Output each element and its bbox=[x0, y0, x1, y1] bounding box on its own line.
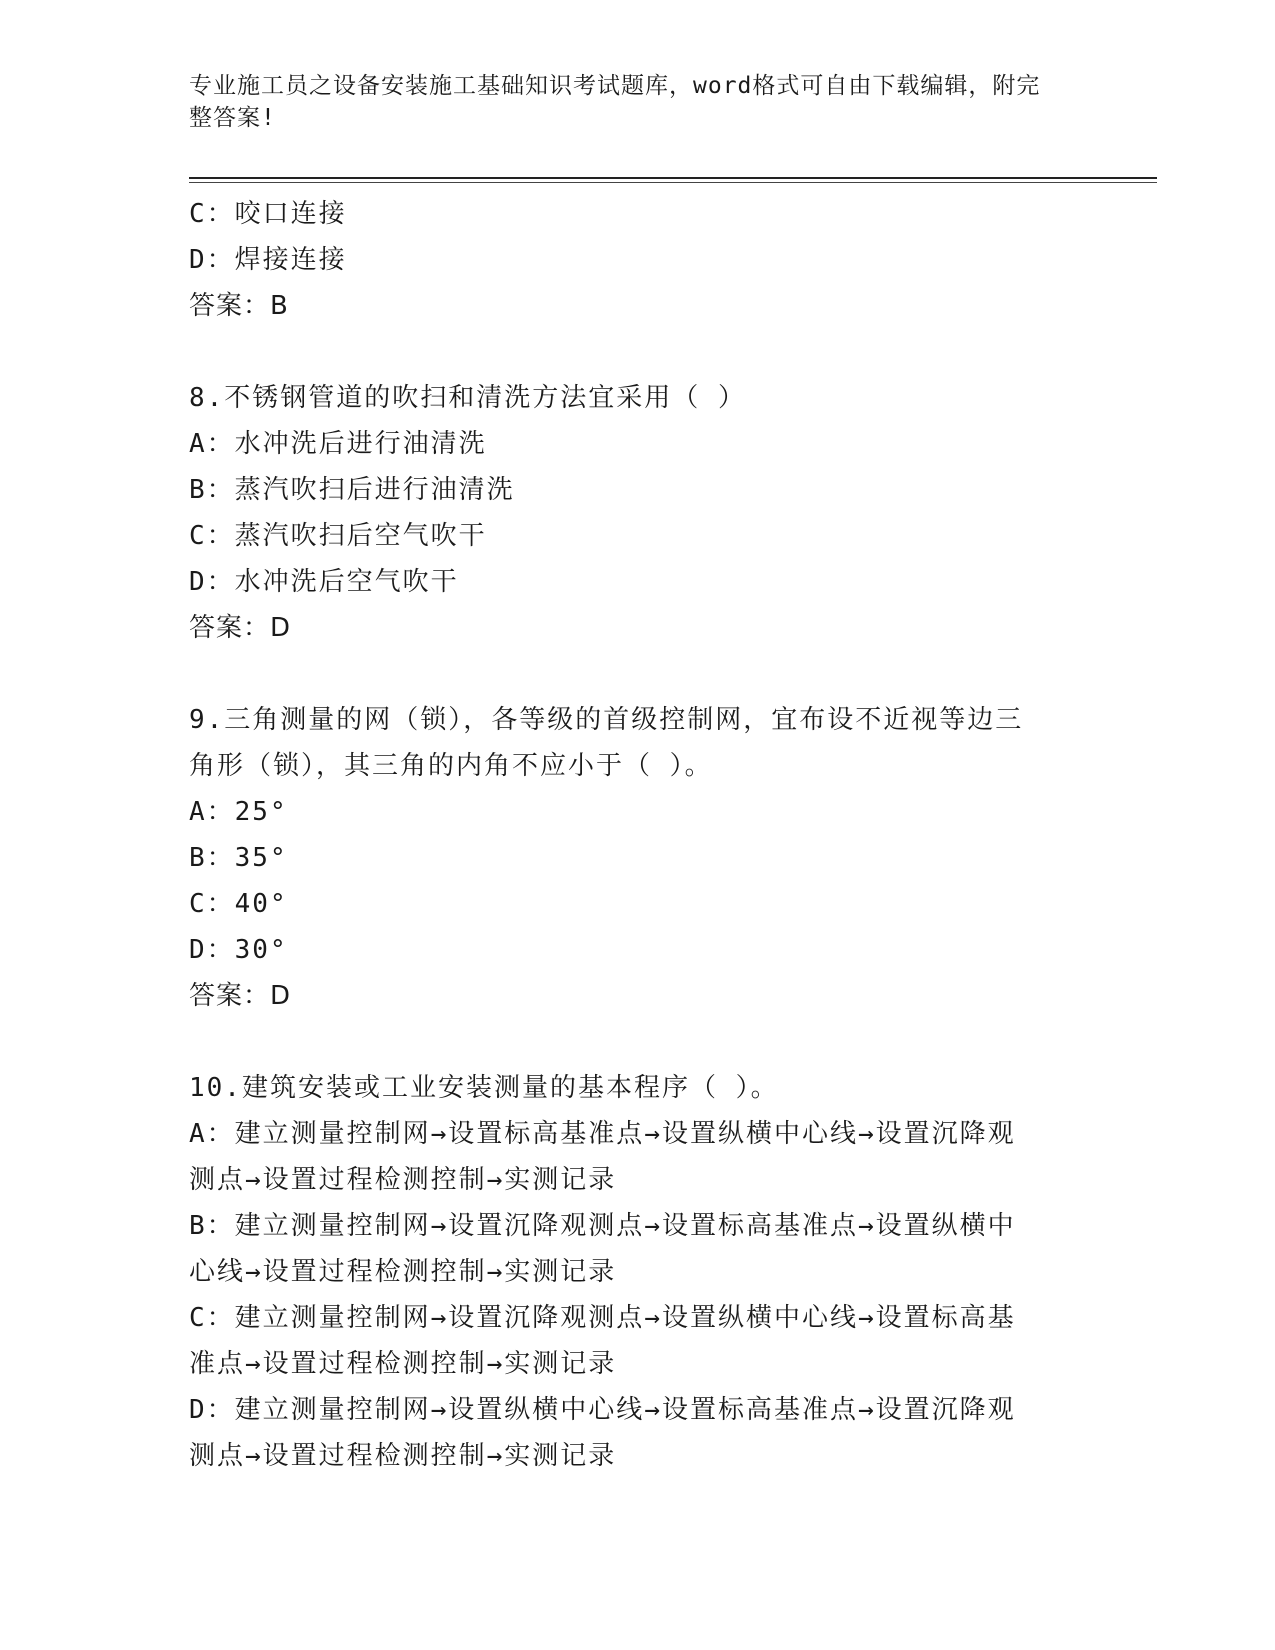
header-rule-thick bbox=[189, 177, 1157, 179]
option-b-line-1: B：建立测量控制网→设置沉降观测点→设置标高基准点→设置纵横中 bbox=[189, 1211, 1016, 1241]
document-body bbox=[189, 191, 1089, 1479]
option-c: C：咬口连接 bbox=[189, 199, 347, 229]
option-a-line-2: 测点→设置过程检测控制→实测记录 bbox=[189, 1165, 617, 1195]
answer-line: 答案：B bbox=[189, 291, 289, 321]
spacer bbox=[189, 329, 1089, 375]
question-stem-line-1: 9.三角测量的网（锁），各等级的首级控制网，宜布设不近视等边三 bbox=[189, 705, 1024, 735]
option-a-line-1: A：建立测量控制网→设置标高基准点→设置纵横中心线→设置沉降观 bbox=[189, 1119, 1016, 1149]
option-d: D：焊接连接 bbox=[189, 245, 347, 275]
answer-line: 答案：D bbox=[189, 613, 292, 643]
question-10 bbox=[189, 1065, 1089, 1479]
question-8 bbox=[189, 375, 1089, 651]
header-rule-thin bbox=[189, 182, 1157, 183]
previous-question-tail bbox=[189, 191, 1089, 329]
option-c: C：40° bbox=[189, 889, 288, 919]
spacer bbox=[189, 651, 1089, 697]
option-d-line-1: D：建立测量控制网→设置纵横中心线→设置标高基准点→设置沉降观 bbox=[189, 1395, 1016, 1425]
document-header bbox=[189, 70, 1089, 134]
option-b-line-2: 心线→设置过程检测控制→实测记录 bbox=[189, 1257, 617, 1287]
question-stem-line-2: 角形（锁），其三角的内角不应小于（ ）。 bbox=[189, 751, 713, 781]
option-d: D：30° bbox=[189, 935, 288, 965]
question-9 bbox=[189, 697, 1089, 1019]
option-a: A：水冲洗后进行油清洗 bbox=[189, 429, 487, 459]
option-c-line-1: C：建立测量控制网→设置沉降观测点→设置纵横中心线→设置标高基 bbox=[189, 1303, 1016, 1333]
option-c-line-2: 准点→设置过程检测控制→实测记录 bbox=[189, 1349, 617, 1379]
answer-line: 答案：D bbox=[189, 981, 292, 1011]
option-d-line-2: 测点→设置过程检测控制→实测记录 bbox=[189, 1441, 617, 1471]
question-stem: 10.建筑安装或工业安装测量的基本程序（ ）。 bbox=[189, 1073, 779, 1103]
option-b: B：35° bbox=[189, 843, 288, 873]
option-b: B：蒸汽吹扫后进行油清洗 bbox=[189, 475, 515, 505]
option-d: D：水冲洗后空气吹干 bbox=[189, 567, 459, 597]
question-stem: 8.不锈钢管道的吹扫和清洗方法宜采用（ ） bbox=[189, 383, 746, 413]
option-a: A：25° bbox=[189, 797, 288, 827]
header-line-2: 整答案! bbox=[189, 105, 276, 131]
option-c: C：蒸汽吹扫后空气吹干 bbox=[189, 521, 487, 551]
spacer bbox=[189, 1019, 1089, 1065]
header-line-1: 专业施工员之设备安装施工基础知识考试题库，word格式可自由下载编辑，附完 bbox=[189, 73, 1041, 99]
